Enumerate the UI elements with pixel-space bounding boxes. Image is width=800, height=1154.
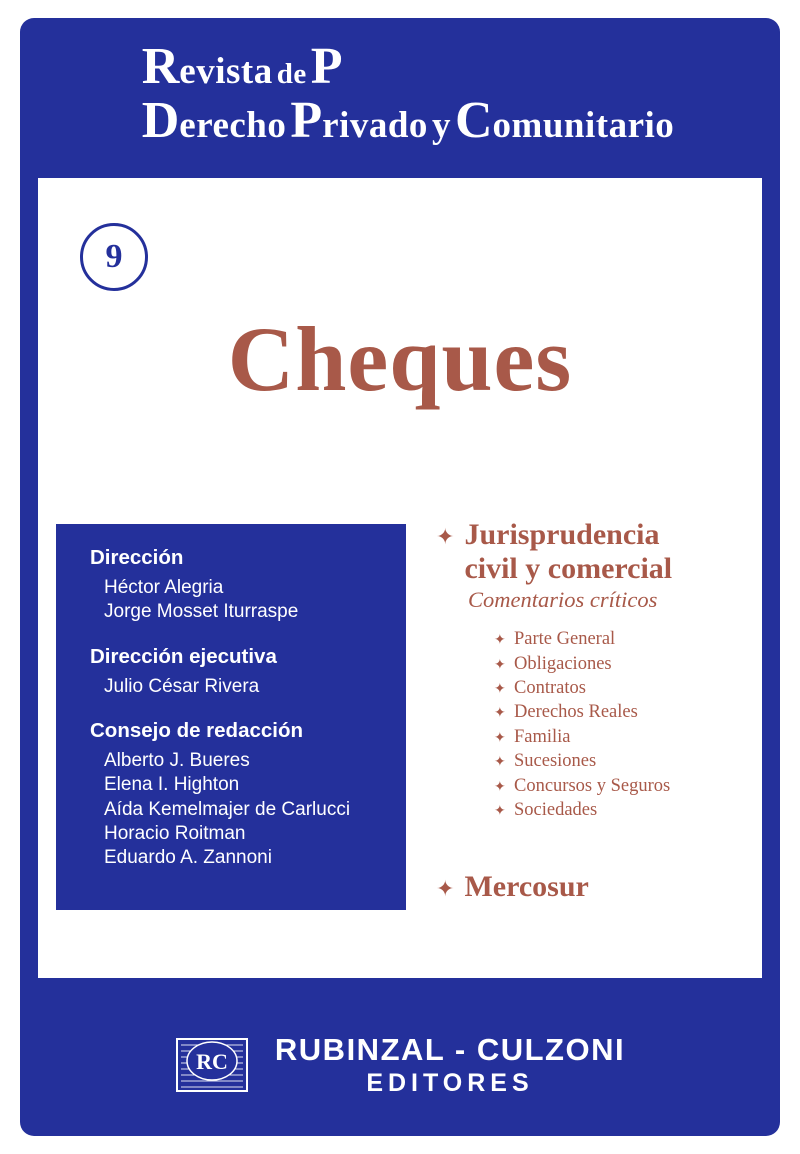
- diamond-small-icon: ✦: [494, 657, 506, 673]
- masthead-text: [126, 38, 675, 149]
- credits-heading: Consejo de redacción: [90, 718, 304, 742]
- publisher-name-block: [275, 1032, 625, 1098]
- diamond-small-icon: ✦: [494, 804, 506, 820]
- masthead-line-1: [141, 38, 675, 95]
- contents-section-mercosur: [436, 870, 756, 904]
- section-subtitle: Comentarios críticos: [468, 587, 658, 613]
- masthead-word-de: de: [276, 58, 307, 90]
- masthead-word-y: y: [431, 105, 451, 146]
- contents-column: [436, 518, 756, 904]
- list-item: [494, 676, 756, 700]
- masthead-line-2: [141, 92, 675, 149]
- page-title: Cheques: [227, 308, 573, 410]
- topic-label: Obligaciones: [514, 653, 612, 674]
- diamond-small-icon: ✦: [494, 682, 506, 697]
- credits-name: Horacio Roitman: [104, 822, 246, 844]
- masthead: [20, 18, 780, 170]
- credits-group-direccion: [90, 546, 406, 625]
- masthead-word-comunitario: omunitario: [492, 105, 675, 146]
- list-item: [494, 652, 756, 676]
- topic-label: Sucesiones: [514, 751, 597, 772]
- cover-panel: [38, 178, 762, 978]
- masthead-word-revista: evista: [179, 51, 273, 92]
- diamond-small-icon: ✦: [494, 730, 506, 746]
- section-title-line-2: civil y comercial: [464, 551, 673, 585]
- publisher-name: RUBINZAL - CULZONI: [274, 1031, 626, 1067]
- credits-name: Eduardo A. Zannoni: [104, 847, 272, 869]
- credits-name: Héctor Alegria: [104, 577, 224, 598]
- masthead-word-derecho: erecho: [179, 105, 287, 146]
- list-item: [494, 700, 756, 724]
- masthead-cap-d: D: [141, 92, 180, 149]
- diamond-small-icon: ✦: [494, 755, 506, 771]
- credits-name: Aída Kemelmajer de Carlucci: [104, 798, 351, 820]
- list-item: [494, 749, 756, 773]
- list-item: [494, 798, 756, 822]
- diamond-small-icon: ✦: [494, 779, 506, 795]
- book-cover: [20, 18, 780, 1136]
- masthead-word-privado: rivado: [322, 105, 428, 146]
- topic-label: Familia: [514, 726, 571, 747]
- issue-number-badge: 9: [80, 223, 148, 291]
- svg-text:RC: RC: [196, 1048, 228, 1074]
- list-item: [494, 627, 756, 651]
- masthead-cap-p: P: [310, 38, 343, 95]
- credits-name: Elena I. Highton: [104, 774, 240, 796]
- topic-label: Contratos: [514, 678, 586, 698]
- topic-label: Sociedades: [514, 800, 598, 821]
- credits-heading: Dirección ejecutiva: [90, 644, 277, 668]
- credits-name: Julio César Rivera: [104, 675, 260, 697]
- masthead-cap-c: C: [454, 92, 493, 149]
- section-title: [464, 518, 672, 585]
- diamond-small-icon: ✦: [494, 706, 506, 722]
- credits-name: Alberto J. Bueres: [104, 749, 250, 771]
- publisher-footer-inner: [175, 1032, 625, 1098]
- masthead-cap-r: R: [141, 38, 180, 95]
- topic-label: Derechos Reales: [514, 702, 638, 723]
- publisher-logo-icon: [175, 1035, 249, 1095]
- publisher-subtitle: EDITORES: [366, 1068, 534, 1097]
- masthead-cap-p2: P: [290, 92, 323, 149]
- credits-group-direccion-ejecutiva: [90, 645, 406, 699]
- list-item: [494, 725, 756, 749]
- diamond-bullet-icon: ✦: [436, 524, 455, 549]
- credits-heading: Dirección: [90, 546, 184, 569]
- contents-section-jurisprudencia: [436, 518, 756, 585]
- diamond-small-icon: ✦: [494, 633, 506, 649]
- section-title-line-1: Jurisprudencia: [464, 518, 660, 551]
- topic-label: Concursos y Seguros: [514, 775, 671, 796]
- publisher-footer: [20, 994, 780, 1136]
- credits-block: [56, 524, 406, 910]
- section-title: Mercosur: [464, 870, 589, 904]
- list-item: [494, 774, 756, 798]
- diamond-bullet-icon: ✦: [436, 876, 455, 902]
- credits-group-consejo: [90, 719, 406, 871]
- topic-label: Parte General: [514, 629, 616, 650]
- credits-name: Jorge Mosset Iturraspe: [104, 601, 299, 623]
- topics-list: [494, 627, 756, 822]
